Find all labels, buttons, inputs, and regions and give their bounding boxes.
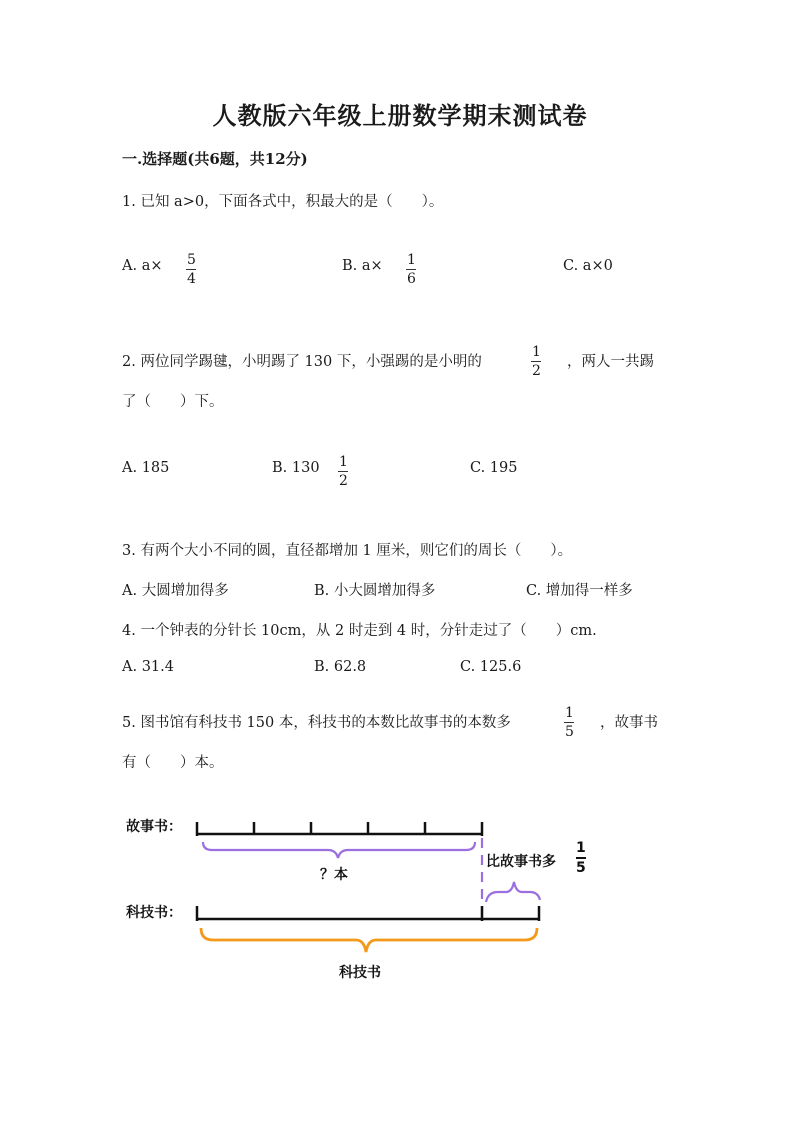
question-5-stem-line2: 有（ ）本。 (122, 755, 224, 771)
section-heading: 一.选择题(共6题，共12分) (122, 150, 308, 168)
question-2-stem-part2: ，两人一共踢 (567, 354, 654, 370)
question-2-stem-part1: 2. 两位同学踢毽，小明踢了 130 下，小强踢的是小明的 (122, 354, 482, 370)
q2-option-c[interactable]: C. 195 (470, 460, 518, 476)
diagram-tech-label: 科技书： (126, 905, 182, 921)
diagram-unknown-label: ？本 (320, 867, 348, 883)
fraction-numerator: 1 (407, 252, 416, 268)
fraction-denominator: 2 (532, 363, 541, 379)
diagram-more-label: 比故事书多 (486, 854, 556, 870)
q3-option-a[interactable]: A. 大圆增加得多 (122, 583, 229, 599)
fraction-numerator: 5 (187, 252, 196, 268)
diagram-story-label: 故事书： (126, 819, 182, 835)
q1-option-a-label: A. a× (122, 258, 163, 274)
q4-option-b[interactable]: B. 62.8 (314, 659, 367, 675)
q3-option-b[interactable]: B. 小大圆增加得多 (314, 583, 436, 599)
story-book-segment (197, 822, 482, 836)
question-2-stem-line2: 了（ ）下。 (122, 394, 224, 410)
q3-option-c[interactable]: C. 增加得一样多 (526, 583, 633, 599)
question-5-stem-part2: ，故事书 (600, 715, 658, 731)
question-4-stem: 4. 一个钟表的分针长 10cm，从 2 时走到 4 时，分针走过了（ ）cm. (122, 623, 597, 639)
fraction-denominator: 4 (187, 271, 196, 287)
question-1-stem: 1. 已知 a>0，下面各式中，积最大的是（ ）。 (122, 194, 444, 210)
q4-option-c[interactable]: C. 125.6 (460, 659, 522, 675)
q1-option-c[interactable]: C. a×0 (563, 258, 613, 274)
q2-option-a[interactable]: A. 185 (122, 460, 170, 476)
q2-option-b[interactable]: B. 130 (272, 460, 320, 476)
story-brace (203, 842, 475, 858)
fraction-numerator: 1 (576, 840, 586, 856)
question-3-stem: 3. 有两个大小不同的圆，直径都增加 1 厘米，则它们的周长（ ）。 (122, 543, 573, 559)
diagram-tech-total-label: 科技书 (339, 965, 381, 981)
page-title: 人教版六年级上册数学期末测试卷 (212, 101, 588, 130)
q4-option-a[interactable]: A. 31.4 (122, 659, 174, 675)
fraction-denominator: 5 (576, 860, 586, 876)
tech-book-segment (197, 906, 539, 921)
fraction-numerator: 1 (339, 454, 348, 470)
fraction-denominator: 6 (407, 271, 416, 287)
q1-option-b-label: B. a× (342, 258, 383, 274)
fraction-denominator: 5 (565, 724, 574, 740)
extra-brace (486, 882, 540, 902)
fraction-denominator: 2 (339, 473, 348, 489)
question-5-stem-part1: 5. 图书馆有科技书 150 本，科技书的本数比故事书的本数多 (122, 715, 511, 731)
tech-brace (201, 928, 537, 952)
fraction-numerator: 1 (532, 344, 541, 360)
fraction-numerator: 1 (565, 705, 574, 721)
